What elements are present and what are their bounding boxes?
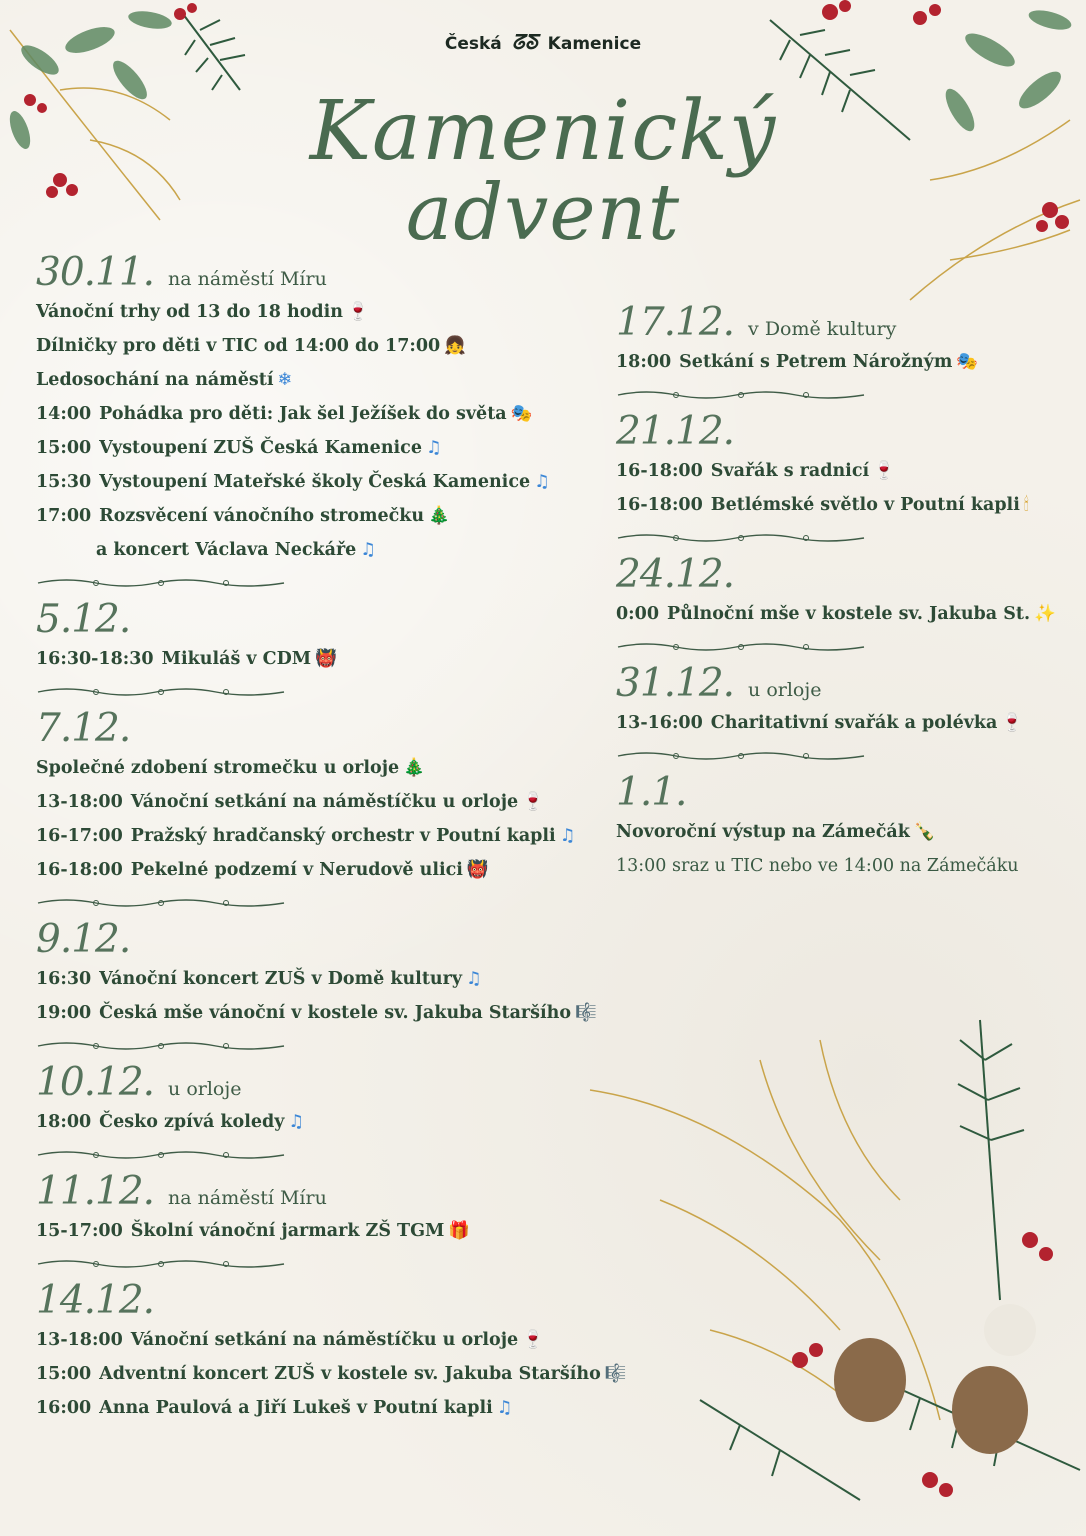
day-9-12 [36, 917, 616, 1054]
event [36, 1357, 627, 1391]
event-time: 18:00 [36, 1112, 92, 1132]
theater-icon: 🎭 [956, 352, 979, 372]
place-label: na náměstí Míru [168, 1187, 327, 1209]
date-label: 7.12. [36, 706, 131, 751]
day-21-12 [616, 409, 1076, 546]
date-label: 5.12. [36, 597, 131, 642]
ornament-divider [36, 1038, 286, 1054]
date-label: 11.12. [36, 1169, 155, 1214]
place-label: u orloje [748, 679, 822, 701]
gift-icon: 🎁 [448, 1221, 471, 1241]
event-text: Společné zdobení stromečku u orloje [36, 758, 400, 778]
event-text: Svařák s radnicí [710, 461, 870, 481]
snowflake-icon: ❄ [277, 370, 293, 390]
wine-icon: 🍷 [347, 302, 369, 322]
event-time: 15:00 [36, 438, 92, 458]
event-text: Anna Paulová a Jiří Lukeš v Poutní kapli [99, 1398, 493, 1418]
music-icon: ♫ [559, 826, 576, 846]
event [36, 642, 616, 676]
music-icon: ♫ [425, 438, 442, 458]
event-time: 15-17:00 [36, 1221, 123, 1241]
event-text: Mikuláš v CDM [161, 649, 312, 669]
right-column [616, 300, 1076, 883]
ornament-divider [36, 684, 286, 700]
event-text: Půlnoční mše v kostele sv. Jakuba St. [667, 604, 1031, 624]
event [36, 962, 616, 996]
day-10-12 [36, 1060, 616, 1163]
day-11-12 [36, 1169, 616, 1272]
event-text: Betlémské světlo v Poutní kapli [710, 495, 1020, 515]
event-text: Adventní koncert ZUŠ v kostele sv. Jakuba Staršího [99, 1364, 601, 1384]
event [36, 853, 616, 887]
event-time: 13-16:00 [616, 713, 703, 733]
event [36, 363, 616, 397]
place-label: v Domě kultury [748, 318, 897, 340]
event-text: Pohádka pro děti: Jak šel Ježíšek do světa [99, 404, 507, 424]
sheet-music-icon: 🎼 [575, 1003, 597, 1023]
event-text: Vystoupení ZUŠ Česká Kamenice [99, 438, 422, 458]
event-time: 14:00 [36, 404, 92, 424]
event [36, 431, 616, 465]
event-text: Ledosochání na náměstí [36, 370, 274, 390]
music-icon: ♫ [534, 472, 550, 492]
event-time: 15:30 [36, 472, 92, 492]
date-label: 1.1. [616, 770, 687, 815]
event [36, 499, 616, 533]
event-text: Vystoupení Mateřské školy Česká Kamenice [99, 472, 531, 492]
event-time: 16:00 [36, 1398, 92, 1418]
event-text: Pražský hradčanský orchestr v Poutní kapli [130, 826, 556, 846]
event-text: Vánoční setkání na náměstíčku u orloje [130, 1330, 519, 1350]
sheet-music-icon: 🎼 [604, 1364, 627, 1384]
ornament-divider [616, 530, 866, 546]
date-label: 17.12. [616, 300, 735, 345]
event [616, 488, 1076, 522]
event-time: 13-18:00 [36, 792, 123, 812]
event-note: 13:00 sraz u TIC nebo ve 14:00 na Zámečáku [616, 856, 1019, 876]
event-time: 0:00 [616, 604, 659, 624]
day-24-12 [616, 552, 1076, 655]
event-text: Rozsvěcení vánočního stromečku [99, 506, 425, 526]
day-30-11 [36, 250, 616, 591]
event-text: Setkání s Petrem Nárožným [679, 352, 953, 372]
bottom-right-foliage [580, 1000, 1086, 1536]
music-icon: ♫ [496, 1398, 513, 1418]
event-text: a koncert Václava Neckáře [96, 540, 357, 560]
event [36, 397, 616, 431]
event [36, 533, 616, 567]
wine-icon: 🍷 [1001, 713, 1024, 733]
left-column [36, 250, 627, 1425]
day-7-12 [36, 706, 616, 911]
day-17-12 [616, 300, 1076, 403]
title-line-2: advent [405, 168, 681, 258]
date-label: 9.12. [36, 917, 131, 962]
event-time: 18:00 [616, 352, 672, 372]
event-text: Charitativní svařák a polévka [710, 713, 998, 733]
event [36, 1105, 616, 1139]
event-text: Vánoční setkání na náměstíčku u orloje [130, 792, 519, 812]
wine-icon: 🍷 [522, 792, 544, 812]
event-time: 16-18:00 [616, 461, 703, 481]
event [616, 815, 1076, 849]
event [36, 1214, 616, 1248]
wine-icon: 🍷 [522, 1330, 544, 1350]
ornament-divider [36, 895, 286, 911]
event [36, 996, 616, 1030]
event [36, 465, 616, 499]
christmas-tree-icon: 🎄 [428, 506, 450, 526]
day-5-12 [36, 597, 616, 700]
champagne-icon: 🍾 [913, 822, 936, 842]
candle-icon: 🕯 [1023, 495, 1029, 515]
event-time: 16:30 [36, 969, 92, 989]
event-time: 16-17:00 [36, 826, 123, 846]
event-time: 16-18:00 [616, 495, 703, 515]
girl-icon: 👧 [444, 336, 467, 356]
event-text: Vánoční koncert ZUŠ v Domě kultury [99, 969, 463, 989]
event-text: Školní vánoční jarmark ZŠ TGM [130, 1221, 445, 1241]
event [36, 1391, 616, 1425]
ornament-divider [36, 1147, 286, 1163]
music-icon: ♫ [288, 1112, 305, 1132]
event [616, 706, 1076, 740]
event [36, 329, 616, 363]
day-1-1 [616, 770, 1076, 883]
event-text: Dílničky pro děti v TIC od 14:00 do 17:00 [36, 336, 441, 356]
date-label: 14.12. [36, 1278, 155, 1323]
event-time: 19:00 [36, 1003, 92, 1023]
date-label: 21.12. [616, 409, 735, 454]
ornament-divider [616, 639, 866, 655]
brand-mark: ᘔᘕ [511, 30, 538, 54]
devil-icon: 👹 [466, 860, 489, 880]
place-label: u orloje [168, 1078, 242, 1100]
event-text: Novoroční výstup na Zámečák [616, 822, 910, 842]
date-label: 24.12. [616, 552, 735, 597]
brand-right: Kamenice [547, 34, 642, 54]
ornament-divider [616, 748, 866, 764]
ornament-divider [36, 1256, 286, 1272]
event-time: 16-18:00 [36, 860, 123, 880]
music-icon: ♫ [466, 969, 482, 989]
event-text: Česko zpívá koledy [99, 1112, 285, 1132]
event [616, 454, 1076, 488]
ornament-divider [36, 575, 286, 591]
date-label: 30.11. [36, 250, 155, 295]
date-label: 10.12. [36, 1060, 155, 1105]
event [36, 785, 616, 819]
event [36, 751, 616, 785]
event [616, 597, 1076, 631]
event-text: Česká mše vánoční v kostele sv. Jakuba Staršího [99, 1003, 572, 1023]
place-label: na náměstí Míru [168, 268, 327, 290]
title-line-1: Kamenický [309, 84, 777, 179]
brand-left: Česká [444, 34, 502, 54]
event [36, 295, 616, 329]
sparkles-icon: ✨ [1034, 604, 1056, 624]
event-time: 15:00 [36, 1364, 92, 1384]
day-14-12 [36, 1278, 627, 1425]
event [616, 345, 1076, 379]
event-time: 13-18:00 [36, 1330, 123, 1350]
event-time: 16:30-18:30 [36, 649, 154, 669]
wine-icon: 🍷 [873, 461, 895, 481]
brand-logo [0, 30, 1086, 54]
event [36, 819, 616, 853]
christmas-tree-icon: 🎄 [403, 758, 425, 778]
date-label: 31.12. [616, 661, 735, 706]
theater-icon: 🎭 [510, 404, 533, 424]
event-time: 17:00 [36, 506, 92, 526]
event-text: Vánoční trhy od 13 do 18 hodin [36, 302, 344, 322]
ornament-divider [616, 387, 866, 403]
event-text: Pekelné podzemí v Nerudově ulici [130, 860, 463, 880]
day-31-12 [616, 661, 1076, 764]
devil-icon: 👹 [315, 649, 337, 669]
music-icon: ♫ [360, 540, 376, 560]
event [36, 1323, 616, 1357]
